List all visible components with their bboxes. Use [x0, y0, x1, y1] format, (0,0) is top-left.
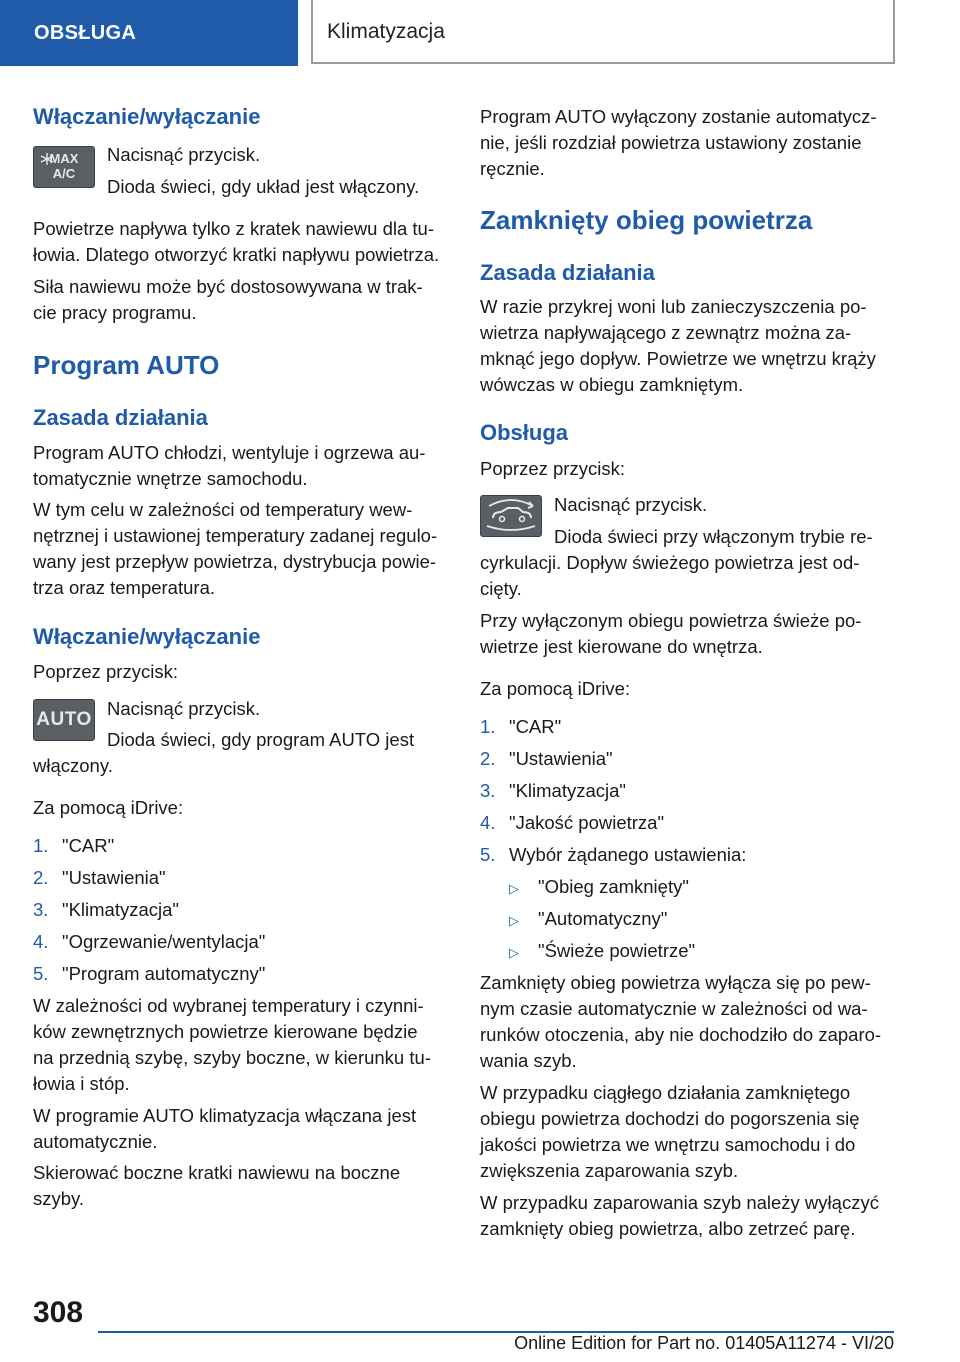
heading-on-off: Włączanie/wyłączanie	[33, 104, 261, 129]
auto-led-text: Dioda świeci, gdy program AUTO jest	[107, 729, 415, 750]
list-item	[480, 778, 626, 804]
paragraph-line: W zależności od wybranej temperatury i czynni-	[33, 995, 424, 1016]
recirculation-instruction: Nacisnąć przycisk.	[554, 494, 708, 515]
paragraph-line: Program AUTO chłodzi, wentyluje i ogrzewa au-	[33, 442, 426, 463]
max-ac-label-2: A/C	[52, 166, 76, 181]
list-text: "Klimatyzacja"	[62, 899, 179, 920]
option-text: "Świeże powietrze"	[538, 940, 696, 961]
list-item	[480, 810, 664, 836]
triangle-bullet-icon: ▷	[509, 945, 519, 960]
list-item	[33, 833, 114, 859]
paragraph-line: wietrze jest kierowane do wnętrza.	[480, 636, 763, 657]
list-number: 4.	[480, 812, 496, 833]
list-number: 5.	[33, 963, 49, 984]
paragraph-line: nie, jeśli rozdział powietrza ustawiony zostanie	[480, 132, 862, 153]
paragraph-line: na przednią szybę, szyby boczne, w kierunku tu-	[33, 1047, 431, 1068]
list-number: 5.	[480, 844, 496, 865]
list-text: "Ustawienia"	[62, 867, 166, 888]
heading-principle: Zasada działania	[480, 260, 655, 285]
paragraph-line: ręcznie.	[480, 158, 545, 179]
list-number: 2.	[480, 748, 496, 769]
list-item	[480, 842, 746, 868]
paragraph-line: W razie przykrej woni lub zanieczyszczenia po-	[480, 296, 867, 317]
paragraph-line: zamknięty obieg powietrza, albo zetrzeć parę.	[480, 1218, 856, 1239]
auto-button-icon	[33, 699, 95, 741]
page-header	[0, 0, 960, 66]
paragraph-line: Przy wyłączonym obiegu powietrza świeże po-	[480, 610, 862, 631]
paragraph-line: Program AUTO wyłączony zostanie automatycz-	[480, 106, 877, 127]
paragraph-line: trza oraz temperatura.	[33, 577, 215, 598]
list-number: 1.	[33, 835, 49, 856]
triangle-bullet-icon: ▷	[509, 881, 519, 896]
paragraph-line: wany jest przepływ powietrza, dystrybucja powie-	[33, 551, 437, 572]
max-ac-label-1: MAX	[49, 151, 79, 166]
list-number: 3.	[480, 780, 496, 801]
paragraph-line: Poprzez przycisk:	[480, 458, 625, 479]
list-text: "CAR"	[509, 716, 562, 737]
list-item	[33, 929, 265, 955]
paragraph-line: zwiększenia zaparowania szyb.	[480, 1160, 739, 1181]
paragraph-line: Skierować boczne kratki nawiewu na boczne	[33, 1162, 401, 1183]
option-text: "Automatyczny"	[538, 908, 668, 929]
car-recirculation-icon	[481, 496, 541, 536]
paragraph-line: W przypadku zaparowania szyb należy wyłączyć	[480, 1192, 879, 1213]
list-text: "Ogrzewanie/wentylacja"	[62, 931, 266, 952]
paragraph-line: cie pracy programu.	[33, 302, 197, 323]
heading-operation: Obsługa	[480, 420, 569, 445]
paragraph-line: cyrkulacji. Dopływ świeżego powietrza jest od-	[480, 552, 860, 573]
list-text: "Jakość powietrza"	[509, 812, 665, 833]
list-text: "Ustawienia"	[509, 748, 613, 769]
heading-recirculation: Zamknięty obieg powietrza	[480, 205, 813, 235]
list-text: "Klimatyzacja"	[509, 780, 626, 801]
max-ac-led-text: Dioda świeci, gdy układ jest włączony.	[107, 176, 420, 197]
paragraph-line: tomatycznie wnętrze samochodu.	[33, 468, 308, 489]
paragraph-line: Za pomocą iDrive:	[33, 797, 184, 818]
paragraph-line: łowia i stóp.	[33, 1073, 130, 1094]
list-number: 3.	[33, 899, 49, 920]
auto-label: AUTO	[36, 709, 92, 730]
paragraph-line: łowia. Dlatego otworzyć kratki napływu powietrza.	[33, 244, 440, 265]
option-item	[509, 906, 667, 934]
paragraph-line: szyby.	[33, 1188, 85, 1209]
list-item	[33, 865, 166, 891]
list-number: 1.	[480, 716, 496, 737]
triangle-bullet-icon: ▷	[509, 913, 519, 928]
chapter-box	[311, 0, 895, 64]
paragraph-line: ków zewnętrznych powietrze kierowane będzie	[33, 1021, 418, 1042]
heading-on-off-auto: Włączanie/wyłączanie	[33, 624, 261, 649]
paragraph-line: jakości powietrza we wnętrzu samochodu i do	[480, 1134, 856, 1155]
paragraph-line: nym czasie automatycznie w zależności od wa-	[480, 998, 868, 1019]
page-number: 308	[33, 1296, 84, 1329]
list-item	[480, 714, 561, 740]
paragraph-line: wietrza napływającego z zewnątrz można za-	[480, 322, 852, 343]
list-number: 2.	[33, 867, 49, 888]
paragraph-line: W tym celu w zależności od temperatury wew-	[33, 499, 413, 520]
auto-instruction: Nacisnąć przycisk.	[107, 698, 261, 719]
paragraph-line: Za pomocą iDrive:	[480, 678, 631, 699]
paragraph-line: nętrznej i ustawionej temperatury zadanej regulo-	[33, 525, 438, 546]
paragraph-line: cięty.	[480, 578, 522, 599]
list-item	[33, 897, 179, 923]
paragraph-line: W programie AUTO klimatyzacja włączana jest	[33, 1105, 417, 1126]
list-number: 4.	[33, 931, 49, 952]
list-item	[33, 961, 265, 987]
paragraph-line: wania szyb.	[480, 1050, 577, 1071]
paragraph-line: W przypadku ciągłego działania zamkniętego	[480, 1082, 851, 1103]
snowflake-icon	[40, 153, 54, 165]
max-ac-button-icon	[33, 146, 95, 188]
list-item	[480, 746, 613, 772]
heading-program-auto: Program AUTO	[33, 350, 220, 380]
option-item	[509, 874, 689, 902]
paragraph-line: Powietrze napływa tylko z kratek nawiewu dla tu-	[33, 218, 435, 239]
paragraph-line: włączony.	[33, 755, 113, 776]
section-tab: OBSŁUGA	[0, 0, 298, 66]
paragraph-line: Siła nawiewu może być dostosowywana w trak-	[33, 276, 423, 297]
edition-text: Online Edition for Part no. 01405A11274 - VI/20	[514, 1333, 894, 1353]
paragraph-line: Poprzez przycisk:	[33, 661, 178, 682]
list-text: "CAR"	[62, 835, 115, 856]
recirculation-led-text: Dioda świeci przy włączonym trybie re-	[554, 526, 873, 547]
paragraph-line: runków otoczenia, aby nie dochodziło do zaparo-	[480, 1024, 882, 1045]
chapter-title: Klimatyzacja	[327, 20, 445, 43]
list-text: "Program automatyczny"	[62, 963, 266, 984]
paragraph-line: mknąć jego dopływ. Powietrze we wnętrzu krąży	[480, 348, 876, 369]
list-text: Wybór żądanego ustawienia:	[509, 844, 747, 865]
paragraph-line: automatycznie.	[33, 1131, 158, 1152]
option-item	[509, 938, 695, 966]
max-ac-instruction: Nacisnąć przycisk.	[107, 144, 261, 165]
paragraph-line: wówczas w obiegu zamkniętym.	[480, 374, 744, 395]
paragraph-line: Zamknięty obieg powietrza wyłącza się po pew-	[480, 972, 871, 993]
recirculation-button-icon	[480, 495, 542, 537]
option-text: "Obieg zamknięty"	[538, 876, 689, 897]
heading-principle: Zasada działania	[33, 405, 208, 430]
paragraph-line: obiegu powietrza dochodzi do pogorszenia się	[480, 1108, 860, 1129]
